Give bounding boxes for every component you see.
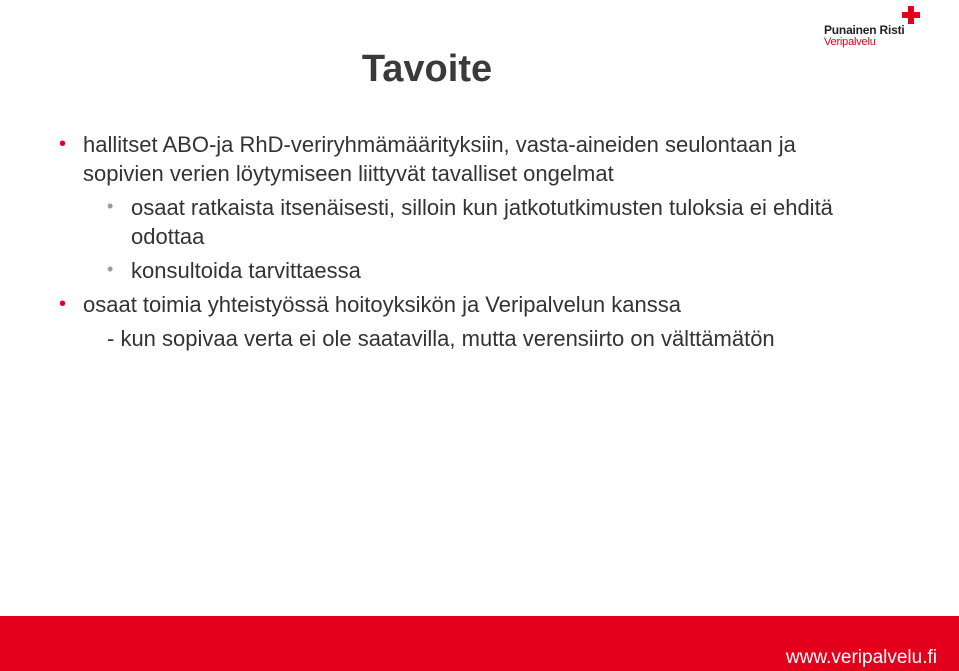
bullet-text-line: hallitset ABO-ja RhD-veriryhmämäärityksiin, vasta-aineiden seulontaan ja	[83, 132, 796, 157]
sub-bullet-dot-icon: •	[107, 259, 114, 279]
bullet-dot-icon: •	[59, 293, 67, 315]
footer-bar	[0, 616, 959, 671]
slide-title: Tavoite	[361, 48, 493, 90]
bullet-text-line: sopivien verien löytymiseen liittyvät tavalliset ongelmat	[83, 161, 614, 186]
punainen-risti-logo	[824, 6, 924, 50]
bullet-note	[107, 324, 775, 353]
footer-url: www.veripalvelu.fi	[786, 647, 937, 668]
bullet-dot-icon: •	[59, 133, 67, 155]
bullet-item	[59, 130, 796, 188]
red-cross-icon	[902, 6, 920, 24]
bullet-item	[59, 290, 681, 319]
sub-bullet-item	[107, 193, 833, 251]
bullet-text-line: osaat ratkaista itsenäisesti, silloin kun jatkotutkimusten tuloksia ei ehditä	[131, 195, 833, 220]
logo-name: Punainen Risti	[824, 23, 905, 37]
sub-bullet-item	[107, 256, 361, 285]
bullet-text-line: osaat toimia yhteistyössä hoitoyksikön ja Veripalvelun kanssa	[83, 292, 681, 317]
bullet-note-text: - kun sopivaa verta ei ole saatavilla, mutta verensiirto on välttämätön	[107, 326, 775, 351]
bullet-text-line: konsultoida tarvittaessa	[131, 258, 361, 283]
sub-bullet-dot-icon: •	[107, 196, 114, 216]
bullet-text-line: odottaa	[131, 224, 205, 249]
logo-subname: Veripalvelu	[824, 36, 876, 48]
